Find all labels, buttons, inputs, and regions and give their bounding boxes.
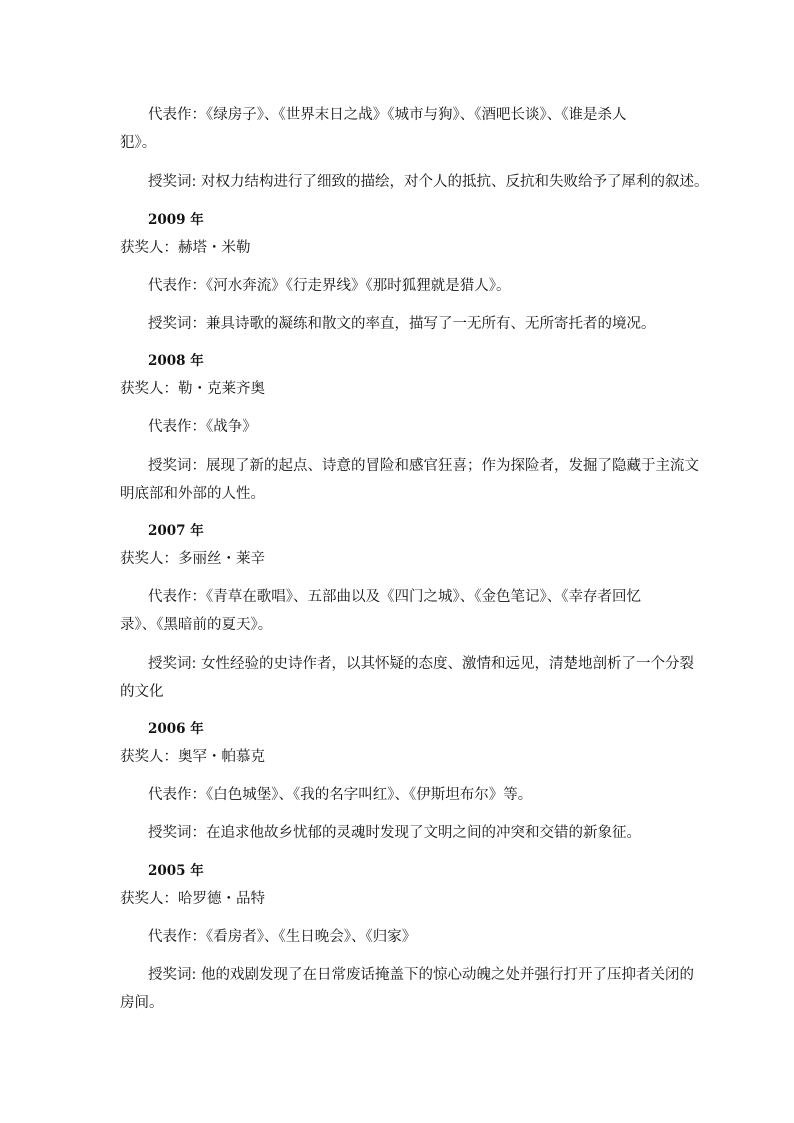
winner-line: 获奖人：奥罕・帕慕克 — [120, 749, 265, 765]
works-line: 录》、《黑暗前的夏天》。 — [120, 617, 273, 633]
works-line: 代表作：《河水奔流》《行走界线》《那时狐狸就是猎人》。 — [148, 278, 511, 294]
works-line: 代表作：《看房者》、《生日晚会》、《归家》 — [148, 929, 417, 945]
year-heading: 2009 年 — [148, 212, 204, 228]
winner-line: 获奖人：赫塔・米勒 — [120, 240, 251, 256]
works-line: 犯》。 — [120, 135, 157, 151]
citation-line: 的文化 — [120, 684, 164, 700]
works-line: 代表作：《青草在歌唱》、五部曲以及《四门之城》、《金色笔记》、《幸存者回忆 — [148, 589, 641, 605]
citation-line: 明底部和外部的人性。 — [120, 486, 265, 502]
citation-line: 授奖词：在追求他故乡忧郁的灵魂时发现了文明之间的冲突和交错的新象征。 — [148, 825, 641, 841]
works-line: 代表作：《白色城堡》、《我的名字叫红》、《伊斯坦布尔》等。 — [148, 787, 533, 803]
citation-line: 房间。 — [120, 995, 164, 1011]
year-heading: 2008 年 — [148, 353, 204, 369]
winner-line: 获奖人：多丽丝・莱辛 — [120, 551, 265, 567]
year-heading: 2006 年 — [148, 721, 204, 737]
citation-line: 授奖词: 对权力结构进行了细致的描绘，对个人的抵抗、反抗和失败给予了犀利的叙述。 — [148, 174, 709, 190]
works-line: 代表作：《绿房子》、《世界末日之战》《城市与狗》、《酒吧长谈》、《谁是杀人 — [148, 107, 627, 123]
year-heading: 2005 年 — [148, 863, 204, 879]
citation-line: 授奖词：展现了新的起点、诗意的冒险和感官狂喜；作为探险者，发掘了隐藏于主流文 — [148, 458, 699, 474]
year-heading: 2007 年 — [148, 523, 204, 539]
citation-line: 授奖词: 他的戏剧发现了在日常废话掩盖下的惊心动魄之处并强行打开了压抑者关闭的 — [148, 967, 694, 983]
citation-line: 授奖词：兼具诗歌的凝练和散文的率直，描写了一无所有、无所寄托者的境况。 — [148, 316, 656, 332]
works-line: 代表作：《战争》 — [148, 419, 257, 435]
winner-line: 获奖人：勒・克莱齐奥 — [120, 381, 265, 397]
winner-line: 获奖人：哈罗德・品特 — [120, 891, 265, 907]
citation-line: 授奖词: 女性经验的史诗作者，以其怀疑的态度、激情和远见，清楚地剖析了一个分裂 — [148, 656, 694, 672]
